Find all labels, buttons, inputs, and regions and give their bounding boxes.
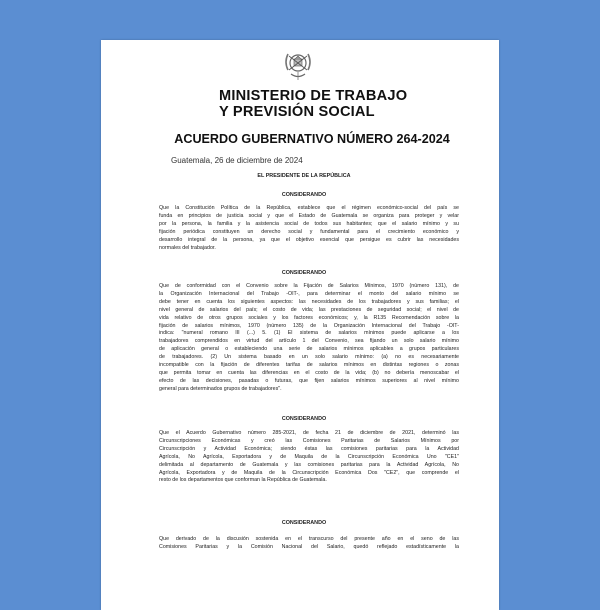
paragraph-line: resto de los departamentos que conforman la República de Guatemala.: [159, 477, 327, 484]
paragraph-line: efecto de las decisiones, pasadas o futuras, que fijen salarios mínimos superiores al nivel mínimo: [159, 377, 459, 384]
paragraph-line: indica: "numeral romano III (...) 5. (1) El sistema de salarios mínimos puede aplicarse a los: [159, 330, 459, 337]
paragraph-line: por la persona, la familia y la asistencia social de todos sus habitantes; que el salario mínimo y su: [159, 220, 459, 227]
paragraph-line: Circunscripciones Económicas y creó las Comisiones Paritarias de Salarios Mínimos por: [159, 437, 459, 444]
ministry-title: [219, 88, 459, 120]
acuerdo-title: ACUERDO GUBERNATIVO NÚMERO 264-2024: [174, 132, 450, 146]
paragraph-line: Que de conformidad con el Convenio sobre la Fijación de Salarios Mínimos, 1970 (número 131), de: [159, 283, 459, 289]
paragraph-line: Circunscripción y Actividad Económica; siendo éstas las comisiones paritarias para la Actividad: [159, 445, 459, 452]
ministry-line-1: MINISTERIO DE TRABAJO: [219, 88, 408, 104]
considerando-heading-2: CONSIDERANDO: [281, 270, 327, 276]
paragraph-line: Agrícola, No Agrícola, Exportadora y de Maquila de la Circunscripción Económica Uno "CE1": [159, 453, 459, 460]
place-date: Guatemala, 26 de diciembre de 2024: [171, 156, 303, 165]
considerando-paragraph-2: [159, 283, 459, 394]
document-page: [101, 40, 499, 610]
paragraph-line: normales del trabajador.: [159, 244, 216, 251]
paragraph-line: funda en principios de justicia social y que el Estado de Guatemala se organiza para proteger y velar: [159, 212, 459, 219]
paragraph-line: incompatible con la fijación de diferentes tarifas de salarios mínimos en distintas regiones o zonas: [159, 362, 459, 369]
paragraph-line: Que el Acuerdo Gubernativo número 285-2021, de fecha 21 de diciembre de 2021, determinó las: [159, 430, 459, 436]
paragraph-line: la Organización Internacional del Trabajo -OIT-, para determinar el monto del salario mínimo se: [159, 290, 459, 297]
ministry-line-2: Y PREVISIÓN SOCIAL: [219, 104, 375, 120]
paragraph-line: nivel general de salarios del país; el costo de vida; las prestaciones de seguridad social; el nivel de: [159, 306, 459, 313]
paragraph-line: delimitada al departamento de Guatemala y las comisiones paritarias para la Actividad Agrícola, No: [159, 461, 459, 468]
paragraph-line: de trabajadores. (2) Un sistema basado en un solo salario mínimo: (a) no es necesariamente: [159, 354, 459, 361]
paragraph-line: Comisiones Paritarias y la Comisión Nacional del Salario, quedó reflejado estadísticamente la: [159, 543, 459, 550]
paragraph-line: fijación de salarios mínimos, 1970 (número 135) de la Organización Internacional del Trabajo -OIT-: [159, 322, 459, 329]
considerando-heading-3: CONSIDERANDO: [281, 416, 327, 422]
paragraph-line: trabajadores comprendidos en virtud del artículo 1 del Convenio, sea fijando un solo salario mínimo: [159, 338, 459, 345]
paragraph-line: Que derivado de la discusión sostenida en el transcurso del presente año en el seno de las: [159, 536, 459, 542]
considerando-heading-1: CONSIDERANDO: [281, 192, 327, 198]
guatemala-coat-of-arms-icon: [282, 48, 314, 82]
paragraph-line: que permita tomar en cuenta las diferencias en el costo de la vida; (b) no debería menoscabar el: [159, 369, 459, 376]
considerando-paragraph-4: [159, 536, 459, 552]
paragraph-line: de aplicación general o estableciendo una serie de salarios mínimos aplicables a grupos particulares: [159, 346, 459, 353]
considerando-heading-4: CONSIDERANDO: [281, 520, 327, 526]
paragraph-line: debe tener en cuenta los siguientes aspectos: las necesidades de los trabajadores y sus familias; el: [159, 298, 459, 305]
paragraph-line: vida relativo de otros grupos sociales y los factores económicos; y, la R135 Recomendación sobre la: [159, 314, 459, 321]
paragraph-line: Que la Constitución Política de la República, establece que el régimen económico-social del país se: [159, 205, 459, 211]
paragraph-line: fijación periódica constituyen un derecho social y fundamental para el crecimiento económico y: [159, 228, 459, 235]
paragraph-line: Agrícola, Exportadora y de Maquila de la Circunscripción Económica Dos "CE2", que comprende el: [159, 469, 459, 476]
considerando-paragraph-3: [159, 430, 459, 485]
paragraph-line: desarrollo integral de la persona, ya que el objetivo esencial que persigue es cubrir las necesidades: [159, 236, 459, 243]
president-heading: EL PRESIDENTE DE LA REPÚBLICA: [257, 173, 351, 179]
paragraph-line: general para determinados grupos de trabajadores".: [159, 385, 282, 392]
considerando-paragraph-1: [159, 205, 459, 252]
